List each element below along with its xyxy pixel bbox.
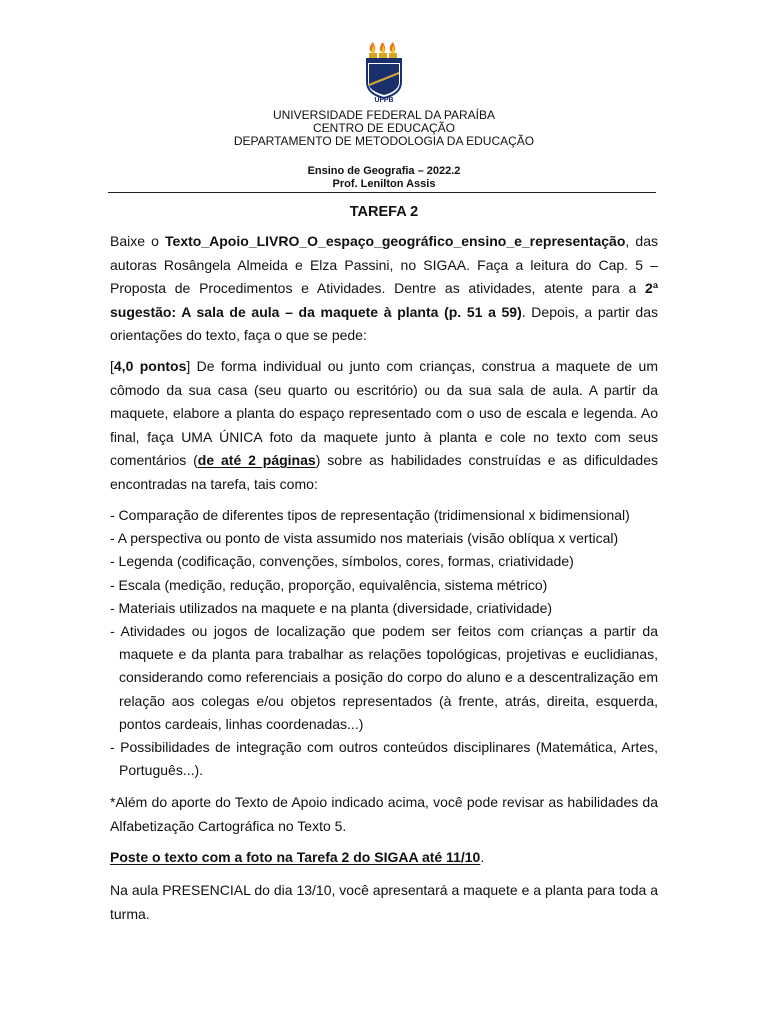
list-item: - Atividades ou jogos de localização que podem ser feitos com crianças a partir da xyxy=(110,623,658,640)
deadline-paragraph: Poste o texto com a foto na Tarefa 2 do SIGAA até 11/10. xyxy=(110,849,485,865)
list-item: - Legenda (codificação, convenções, símbolos, cores, formas, criatividade) xyxy=(110,553,574,570)
department-name: DEPARTAMENTO DE METODOLOGIA DA EDUCAÇÃO xyxy=(233,134,535,148)
task-paragraph: [4,0 pontos] De forma individual ou junto com crianças, construa a maquete de um cômodo da sua casa (seu quarto ou escritório) ou da sua sala de aula. A partir da maquete, elabore a planta do espaço representado com o uso de escala e legenda. Ao final, faça UMA ÚNICA foto da maquete junto à planta e cole no texto com seus comentários (de até 2 páginas) sobre as habilidades construídas e as dificuldades encontradas na tarefa, tais como: xyxy=(110,358,658,492)
list-item-continuation: maquete e da planta para trabalhar as relações topológicas, projetivas e euclidianas, considerando como referenciais a posição do corpo do aluno e a descentralização em relação aos colegas e/ou objetos representados (à frente, atrás, direita, esquerda, pontos cardeais, linhas coordenadas...) xyxy=(119,646,658,732)
header-divider xyxy=(108,192,656,193)
logo-label: UFPB xyxy=(374,97,394,104)
university-name: UNIVERSIDADE FEDERAL DA PARAÍBA xyxy=(272,108,496,122)
page-title: TAREFA 2 xyxy=(349,204,419,220)
skills-list xyxy=(110,504,658,782)
center-name: CENTRO DE EDUCAÇÃO xyxy=(312,121,455,135)
list-item: - Escala (medição, redução, proporção, equivalência, sistema métrico) xyxy=(110,576,548,593)
note-paragraph: *Além do aporte do Texto de Apoio indicado acima, você pode revisar as habilidades da Alfabetização Cartográfica no Texto 5. xyxy=(110,794,658,834)
list-item: - Comparação de diferentes tipos de representação (tridimensional x bidimensional) xyxy=(110,507,630,523)
intro-paragraph: Baixe o Texto_Apoio_LIVRO_O_espaço_geográfico_ensino_e_representação, das autoras Rosângela Almeida e Elza Passini, no SIGAA. Faça a leitura do Cap. 5 – Proposta de Procedimentos e Atividades. Dentre as atividades, atente para a 2ª sugestão: A sala de aula – da maquete à planta (p. 51 a 59). Depois, a partir das orientações do texto, faça o que se pede: xyxy=(110,233,658,343)
list-item: - A perspectiva ou ponto de vista assumido nos materiais (visão oblíqua x vertical) xyxy=(110,530,619,547)
course-name: Ensino de Geografia – 2022.2 xyxy=(307,165,461,177)
presentation-paragraph: Na aula PRESENCIAL do dia 13/10, você apresentará a maquete e a planta para toda a turma. xyxy=(110,882,658,922)
list-item-continuation: Português...). xyxy=(119,762,204,779)
list-item: - Possibilidades de integração com outros conteúdos disciplinares (Matemática, Artes, xyxy=(110,739,658,756)
professor-name: Prof. Lenilton Assis xyxy=(332,178,436,190)
list-item: - Materiais utilizados na maquete e na planta (diversidade, criatividade) xyxy=(110,599,553,616)
